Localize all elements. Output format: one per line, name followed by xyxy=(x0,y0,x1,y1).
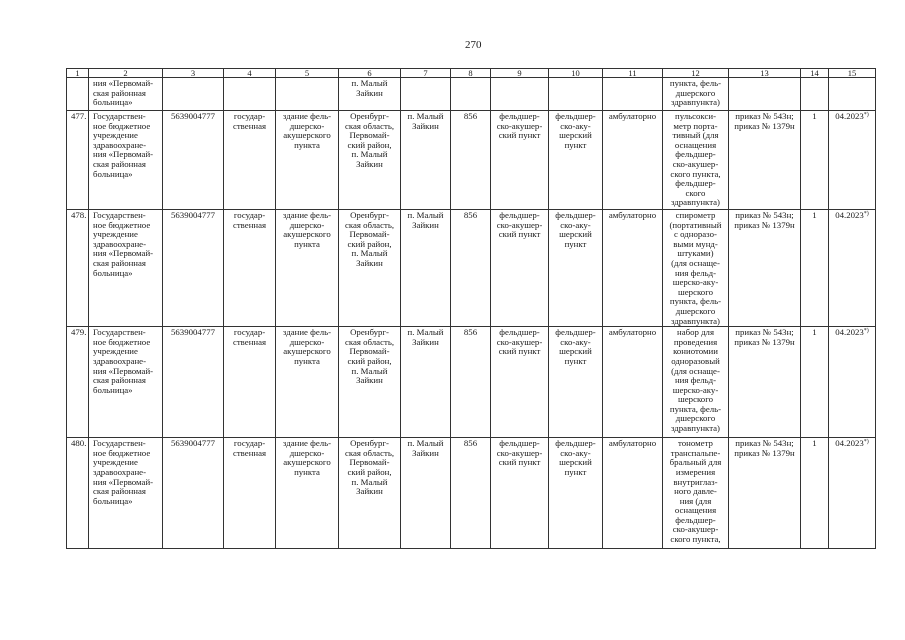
institution-cell: ния «Первомай- ская районная больница» xyxy=(89,78,163,111)
facility-type-cell: фельдшер- ско-акушер- ский пункт xyxy=(491,111,549,210)
equipment-cell: спирометр (портативный с одноразо- выми мунд- штуками) (для оснаще- ния фельд- шерско-аку- шерского пункта, фель- дшерского здравпункта) xyxy=(663,210,729,327)
institution-cell: Государствен- ное бюджетное учреждение здравоохране- ния «Первомай- ская районная больница» xyxy=(89,210,163,327)
row-number-cell: 478. xyxy=(67,210,89,327)
row-number-cell: 477. xyxy=(67,111,89,210)
deadline-date: 04.2023 xyxy=(835,111,864,121)
inn-cell xyxy=(163,78,224,111)
column-number: 7 xyxy=(401,69,451,78)
quantity-cell: 1 xyxy=(801,210,829,327)
column-number: 8 xyxy=(451,69,491,78)
quantity-cell: 1 xyxy=(801,111,829,210)
deadline-date: 04.2023 xyxy=(835,438,864,449)
code-cell: 856 xyxy=(451,210,491,327)
address-cell: Оренбург- ская область, Первомай- ский район, п. Малый Зайкин xyxy=(339,111,401,210)
deadline-cell xyxy=(829,438,876,549)
column-number: 3 xyxy=(163,69,224,78)
institution-cell: Государствен- ное бюджетное учреждение здравоохране- ния «Первомай- ская районная больница» xyxy=(89,111,163,210)
code-cell: 856 xyxy=(451,438,491,549)
column-number: 4 xyxy=(224,69,276,78)
legal-basis-cell: приказ № 543н; приказ № 1379н xyxy=(729,438,801,549)
settlement-cell: п. Малый Зайкин xyxy=(401,111,451,210)
care-mode-cell: амбулаторно xyxy=(603,210,663,327)
care-mode-cell: амбулаторно xyxy=(603,438,663,549)
settlement-cell xyxy=(401,78,451,111)
ownership-cell xyxy=(224,78,276,111)
legal-basis-cell: приказ № 543н; приказ № 1379н xyxy=(729,111,801,210)
deadline-date: 04.2023 xyxy=(835,210,864,220)
footnote-mark: *) xyxy=(863,439,869,446)
column-number: 2 xyxy=(89,69,163,78)
column-number: 5 xyxy=(276,69,339,78)
column-number: 12 xyxy=(663,69,729,78)
address-cell: Оренбург- ская область, Первомай- ский район, п. Малый Зайкин xyxy=(339,210,401,327)
footnote-mark: *) xyxy=(863,211,869,217)
equipment-cell: пункта, фель- дшерского здравпункта) xyxy=(663,78,729,111)
ownership-cell: государ- ственная xyxy=(224,111,276,210)
footnote-mark: *) xyxy=(863,328,869,335)
column-number: 9 xyxy=(491,69,549,78)
row-number-cell: 479. xyxy=(67,327,89,438)
unit-cell: фельдшер- ско-аку- шерский пункт xyxy=(549,327,603,438)
equipment-table xyxy=(66,68,876,549)
care-mode-cell xyxy=(603,78,663,111)
column-number: 1 xyxy=(67,69,89,78)
inn-cell: 5639004777 xyxy=(163,210,224,327)
deadline-date: 04.2023 xyxy=(835,327,864,338)
column-number: 11 xyxy=(603,69,663,78)
column-number-row xyxy=(67,69,876,78)
table-row xyxy=(67,438,876,549)
column-number: 13 xyxy=(729,69,801,78)
building-cell: здание фель- дшерско- акушерского пункта xyxy=(276,111,339,210)
column-number: 6 xyxy=(339,69,401,78)
quantity-cell: 1 xyxy=(801,438,829,549)
footnote-mark: *) xyxy=(863,112,869,118)
code-cell: 856 xyxy=(451,111,491,210)
unit-cell xyxy=(549,78,603,111)
building-cell: здание фель- дшерско- акушерского пункта xyxy=(276,438,339,549)
ownership-cell: государ- ственная xyxy=(224,210,276,327)
building-cell: здание фель- дшерско- акушерского пункта xyxy=(276,327,339,438)
unit-cell: фельдшер- ско-аку- шерский пункт xyxy=(549,438,603,549)
equipment-cell: пульсокси- метр порта- тивный (для оснащения фельдшер- ско-акушер- ского пункта, фельдшер- ского здравпункта) xyxy=(663,111,729,210)
settlement-cell: п. Малый Зайкин xyxy=(401,438,451,549)
row-number-cell: 480. xyxy=(67,438,89,549)
facility-type-cell: фельдшер- ско-акушер- ский пункт xyxy=(491,438,549,549)
care-mode-cell: амбулаторно xyxy=(603,327,663,438)
inn-cell: 5639004777 xyxy=(163,327,224,438)
deadline-cell xyxy=(829,327,876,438)
legal-basis-cell: приказ № 543н; приказ № 1379н xyxy=(729,327,801,438)
facility-type-cell: фельдшер- ско-акушер- ский пункт xyxy=(491,327,549,438)
page-number: 270 xyxy=(465,39,482,51)
equipment-cell: тонометр транспальпе- бральный для измерения внутриглаз- ного давле- ния (для оснащения фельдшер- ско-акушер- ского пункта, xyxy=(663,438,729,549)
code-cell xyxy=(451,78,491,111)
address-cell: Оренбург- ская область, Первомай- ский район, п. Малый Зайкин xyxy=(339,327,401,438)
table-row xyxy=(67,327,876,438)
code-cell: 856 xyxy=(451,327,491,438)
quantity-cell: 1 xyxy=(801,327,829,438)
column-number: 15 xyxy=(829,69,876,78)
table-row-continuation xyxy=(67,78,876,111)
unit-cell: фельдшер- ско-аку- шерский пункт xyxy=(549,111,603,210)
quantity-cell xyxy=(801,78,829,111)
inn-cell: 5639004777 xyxy=(163,111,224,210)
column-number: 14 xyxy=(801,69,829,78)
deadline-cell xyxy=(829,210,876,327)
institution-cell: Государствен- ное бюджетное учреждение здравоохране- ния «Первомай- ская районная больница» xyxy=(89,438,163,549)
unit-cell: фельдшер- ско-аку- шерский пункт xyxy=(549,210,603,327)
deadline-cell xyxy=(829,78,876,111)
legal-basis-cell xyxy=(729,78,801,111)
facility-type-cell: фельдшер- ско-акушер- ский пункт xyxy=(491,210,549,327)
address-cell: п. Малый Зайкин xyxy=(339,78,401,111)
deadline-cell xyxy=(829,111,876,210)
building-cell xyxy=(276,78,339,111)
table-row xyxy=(67,210,876,327)
settlement-cell: п. Малый Зайкин xyxy=(401,327,451,438)
column-number: 10 xyxy=(549,69,603,78)
address-cell: Оренбург- ская область, Первомай- ский район, п. Малый Зайкин xyxy=(339,438,401,549)
institution-cell: Государствен- ное бюджетное учреждение здравоохране- ния «Первомай- ская районная больница» xyxy=(89,327,163,438)
building-cell: здание фель- дшерско- акушерского пункта xyxy=(276,210,339,327)
settlement-cell: п. Малый Зайкин xyxy=(401,210,451,327)
ownership-cell: государ- ственная xyxy=(224,438,276,549)
care-mode-cell: амбулаторно xyxy=(603,111,663,210)
inn-cell: 5639004777 xyxy=(163,438,224,549)
legal-basis-cell: приказ № 543н; приказ № 1379н xyxy=(729,210,801,327)
ownership-cell: государ- ственная xyxy=(224,327,276,438)
row-number-cell xyxy=(67,78,89,111)
table-row xyxy=(67,111,876,210)
facility-type-cell xyxy=(491,78,549,111)
equipment-cell: набор для проведения кониотомии одноразовый (для оснаще- ния фельд- шерско-аку- шерского пункта, фель- дшерского здравпункта) xyxy=(663,327,729,438)
